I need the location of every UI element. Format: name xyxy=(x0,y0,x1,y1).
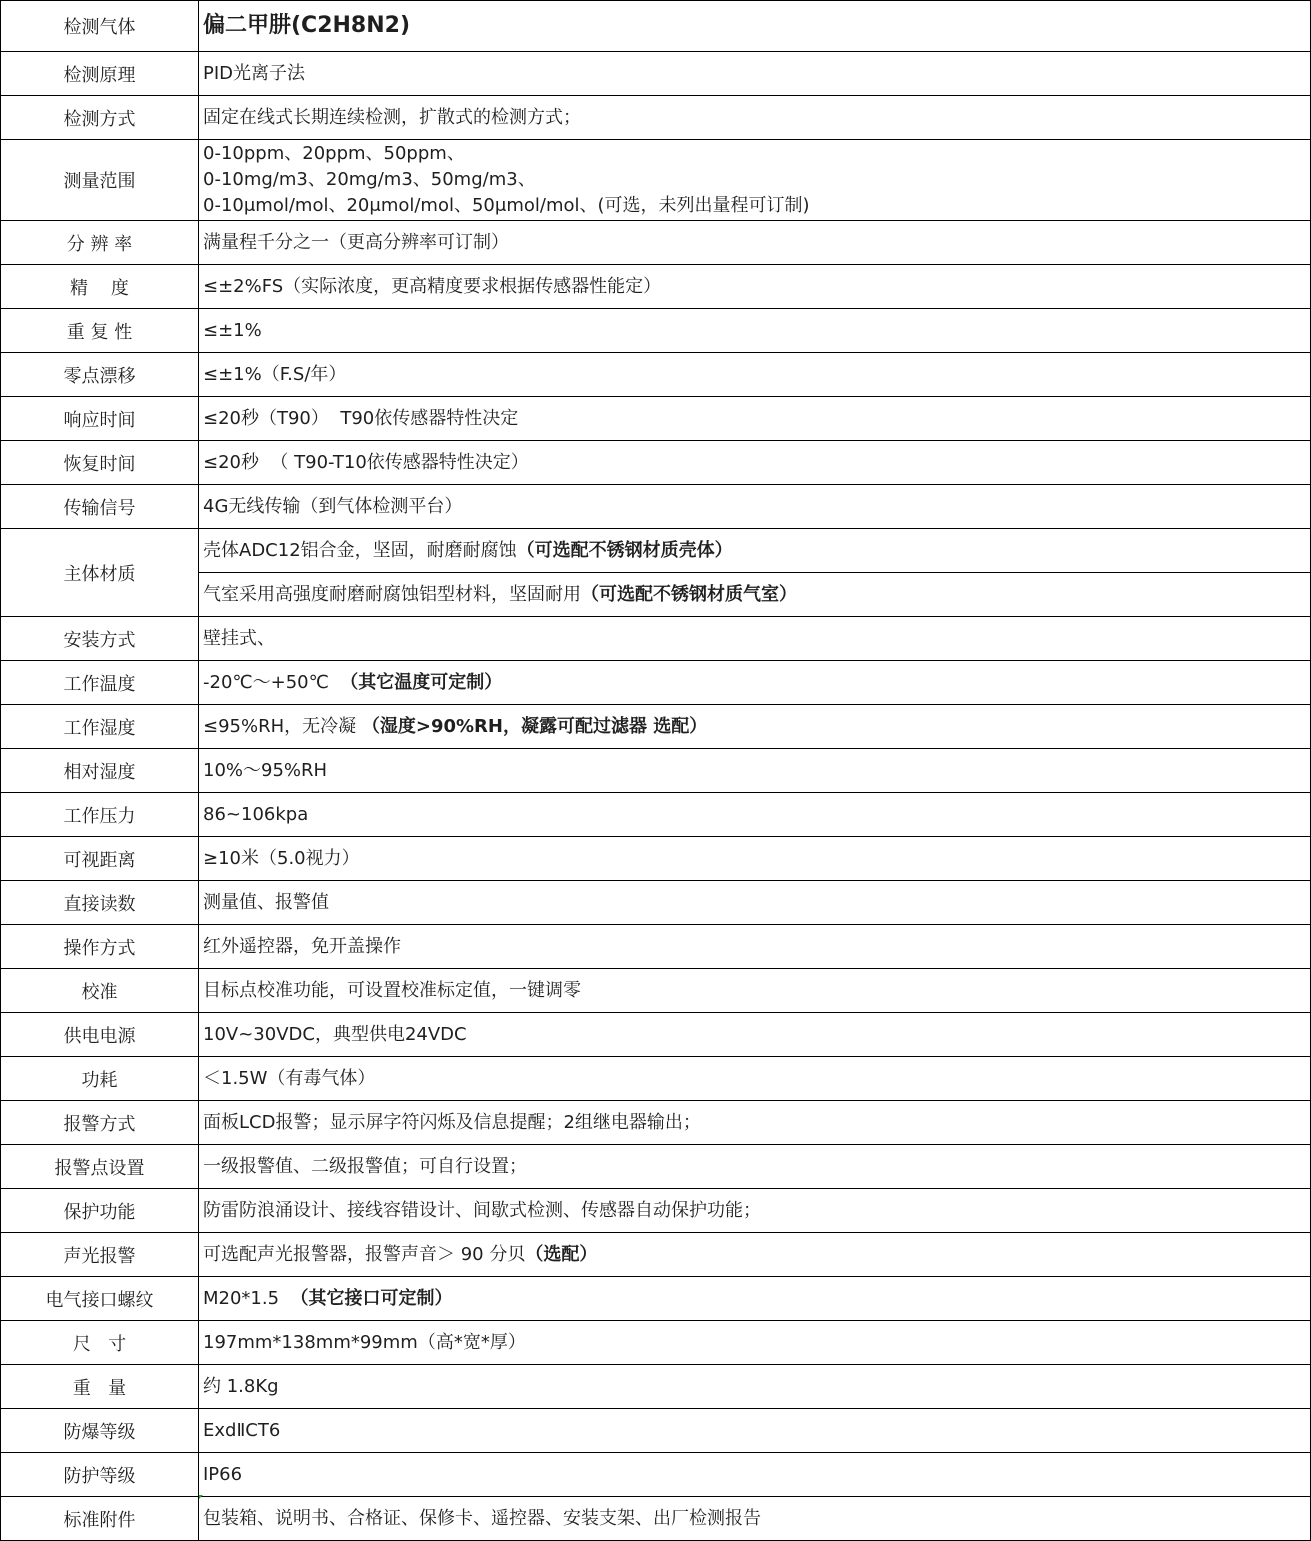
spec-value xyxy=(198,139,1311,221)
spec-value xyxy=(198,1056,1311,1101)
spec-value xyxy=(198,1276,1311,1321)
spec-row xyxy=(0,1100,1311,1144)
spec-value xyxy=(198,792,1311,837)
spec-row xyxy=(0,1144,1311,1188)
value-line xyxy=(203,141,1310,167)
value-text: 气室采用高强度耐磨耐腐蚀铝型材料，坚固耐用 xyxy=(203,583,581,605)
spec-label: 重 量 xyxy=(0,1364,199,1409)
value-line xyxy=(203,61,1310,87)
value-line xyxy=(203,105,1310,131)
spec-row xyxy=(0,396,1311,440)
value-text: ≤±1% xyxy=(203,319,262,341)
value-note: （选配） xyxy=(525,1243,598,1265)
spec-label: 测量范围 xyxy=(0,139,199,221)
gas-name-title xyxy=(198,0,1311,52)
value-text: ≤±2%FS（实际浓度，更高精度要求根据传感器性能定） xyxy=(203,275,662,297)
value-line xyxy=(203,494,1310,520)
spec-label: 操作方式 xyxy=(0,924,199,969)
spec-row xyxy=(0,748,1311,792)
value-text: ≥10米（5.0视力） xyxy=(203,847,360,869)
spec-row xyxy=(0,139,1311,220)
spec-value xyxy=(198,660,1311,705)
value-line xyxy=(203,538,1310,564)
spec-row xyxy=(0,1188,1311,1232)
value-note: （可选配不锈钢材质气室） xyxy=(581,583,797,605)
spec-label: 检测气体 xyxy=(0,0,199,52)
spec-value xyxy=(198,880,1311,925)
spec-label: 零点漂移 xyxy=(0,352,199,397)
spec-label: 相对湿度 xyxy=(0,748,199,793)
value-text: 10V~30VDC，典型供电24VDC xyxy=(203,1023,467,1045)
spec-value xyxy=(198,1100,1311,1145)
value-text: 目标点校准功能，可设置校准标定值，一键调零 xyxy=(203,979,581,1001)
spec-row xyxy=(0,1276,1311,1320)
value-note: （湿度>90%RH，凝露可配过滤器 选配） xyxy=(361,715,708,737)
value-line xyxy=(203,890,1310,916)
value-line xyxy=(203,1154,1310,1180)
value-text: IP66 xyxy=(203,1463,243,1485)
value-line xyxy=(203,13,1310,39)
value-text: 可选配声光报警器，报警声音＞ 90 分贝 xyxy=(203,1243,526,1265)
value-note: （可选配不锈钢材质壳体） xyxy=(516,539,733,561)
value-line xyxy=(203,714,1310,740)
spec-row xyxy=(0,924,1311,968)
spec-value xyxy=(198,968,1311,1013)
spec-row xyxy=(0,836,1311,880)
spec-label: 报警方式 xyxy=(0,1100,199,1145)
spec-value xyxy=(198,1452,1311,1497)
value-text: 一级报警值、二级报警值；可自行设置； xyxy=(203,1155,527,1177)
spec-value xyxy=(198,352,1311,397)
spec-row xyxy=(0,880,1311,924)
spec-row xyxy=(0,1408,1311,1452)
spec-label: 校准 xyxy=(0,968,199,1013)
spec-value xyxy=(198,396,1311,441)
spec-value xyxy=(198,1188,1311,1233)
value-text: 红外遥控器，免开盖操作 xyxy=(203,935,401,957)
spec-value xyxy=(198,1232,1311,1277)
spec-label: 传输信号 xyxy=(0,484,199,529)
value-text: 固定在线式长期连续检测，扩散式的检测方式； xyxy=(203,106,581,128)
spec-row xyxy=(0,352,1311,396)
spec-label: 分 辨 率 xyxy=(0,220,199,265)
spec-label: 精 度 xyxy=(0,264,199,309)
value-line xyxy=(203,1286,1310,1312)
value-line xyxy=(203,978,1310,1004)
spec-value xyxy=(198,220,1311,265)
spec-label: 恢复时间 xyxy=(0,440,199,485)
spec-label: 保护功能 xyxy=(0,1188,199,1233)
value-line xyxy=(203,846,1310,872)
value-text: 0-10ppm、20ppm、50ppm、 xyxy=(203,143,465,164)
value-line xyxy=(203,626,1310,652)
spec-row xyxy=(0,484,1311,528)
spec-label: 防爆等级 xyxy=(0,1408,199,1453)
value-line xyxy=(203,1110,1310,1136)
spec-label: 报警点设置 xyxy=(0,1144,199,1189)
spec-label: 可视距离 xyxy=(0,836,199,881)
value-line xyxy=(203,1506,1310,1532)
spec-row xyxy=(0,1452,1311,1496)
spec-row xyxy=(0,1496,1311,1540)
value-text: 包装箱、说明书、合格证、保修卡、遥控器、安装支架、出厂检测报告 xyxy=(203,1507,761,1529)
spec-label: 工作压力 xyxy=(0,792,199,837)
spec-row xyxy=(0,308,1311,352)
spec-row xyxy=(0,220,1311,264)
value-line xyxy=(203,1330,1310,1356)
spec-label: 检测原理 xyxy=(0,51,199,96)
value-line xyxy=(203,1242,1310,1268)
value-text: 10%～95%RH xyxy=(203,759,328,781)
spec-label: 防护等级 xyxy=(0,1452,199,1497)
spec-label: 尺 寸 xyxy=(0,1320,199,1365)
spec-row xyxy=(0,1364,1311,1408)
spec-row xyxy=(0,528,1311,616)
spec-value xyxy=(198,836,1311,881)
spec-value xyxy=(198,440,1311,485)
spec-row xyxy=(0,1232,1311,1276)
value-line xyxy=(203,230,1310,256)
spec-row xyxy=(0,704,1311,748)
value-note: （其它接口可定制） xyxy=(290,1287,453,1309)
value-text: 0-10mg/m3、20mg/m3、50mg/m3、 xyxy=(203,169,536,190)
spec-label: 响应时间 xyxy=(0,396,199,441)
spec-value xyxy=(198,1144,1311,1189)
spec-row xyxy=(0,51,1311,95)
value-text: 面板LCD报警；显示屏字符闪烁及信息提醒；2组继电器输出； xyxy=(203,1111,701,1133)
value-text: 197mm*138mm*99mm（高*宽*厚） xyxy=(203,1331,526,1353)
value-line xyxy=(203,758,1310,784)
spec-label: 重 复 性 xyxy=(0,308,199,353)
spec-label: 直接读数 xyxy=(0,880,199,925)
spec-label: 功耗 xyxy=(0,1056,199,1101)
spec-row xyxy=(0,1056,1311,1100)
spec-label: 工作湿度 xyxy=(0,704,199,749)
spec-row xyxy=(0,616,1311,660)
value-text: ＜1.5W（有毒气体） xyxy=(203,1067,376,1089)
spec-row xyxy=(0,968,1311,1012)
spec-value xyxy=(198,528,1311,573)
value-text: 壳体ADC12铝合金，坚固，耐磨耐腐蚀 xyxy=(203,539,517,561)
spec-label: 检测方式 xyxy=(0,95,199,140)
spec-value xyxy=(198,748,1311,793)
spec-label: 供电电源 xyxy=(0,1012,199,1057)
value-line xyxy=(203,1022,1310,1048)
value-text: PID光离子法 xyxy=(203,62,306,84)
spec-label: 安装方式 xyxy=(0,616,199,661)
value-text: ≤±1%（F.S/年） xyxy=(203,363,347,385)
spec-value xyxy=(198,1408,1311,1453)
spec-label: 声光报警 xyxy=(0,1232,199,1277)
spec-label: 工作温度 xyxy=(0,660,199,705)
value-text: -20℃～+50℃ xyxy=(203,671,341,693)
value-text: 满量程千分之一（更高分辨率可订制） xyxy=(203,231,509,253)
spec-row xyxy=(0,0,1311,51)
spec-row xyxy=(0,264,1311,308)
spec-value xyxy=(198,484,1311,529)
value-text: 86~106kpa xyxy=(203,803,309,825)
value-text: ≤20秒 （ T90-T10依传感器特性决定） xyxy=(203,451,529,473)
value-line xyxy=(203,582,1310,608)
spec-value xyxy=(198,704,1311,749)
spec-label: 主体材质 xyxy=(0,528,199,617)
value-line xyxy=(203,934,1310,960)
spec-value xyxy=(198,616,1311,661)
value-line xyxy=(203,193,1310,219)
spec-value xyxy=(198,924,1311,969)
spec-value xyxy=(198,1012,1311,1057)
value-text: 防雷防浪涌设计、接线容错设计、间歇式检测、传感器自动保护功能； xyxy=(203,1199,761,1221)
spec-value xyxy=(198,572,1311,617)
spec-value xyxy=(198,308,1311,353)
value-line xyxy=(203,802,1310,828)
value-line xyxy=(203,670,1310,696)
spec-label: 标准附件 xyxy=(0,1496,199,1541)
value-line xyxy=(203,318,1310,344)
spec-value xyxy=(198,95,1311,140)
value-line xyxy=(203,450,1310,476)
value-text: 4G无线传输（到气体检测平台） xyxy=(203,495,463,517)
value-line xyxy=(203,362,1310,388)
spec-row xyxy=(0,440,1311,484)
spec-row xyxy=(0,792,1311,836)
value-line xyxy=(203,1374,1310,1400)
spec-value xyxy=(198,51,1311,96)
value-text: ExdⅡCT6 xyxy=(203,1419,281,1441)
value-line xyxy=(203,406,1310,432)
value-note: （其它温度可定制） xyxy=(340,671,503,693)
value-line xyxy=(203,1066,1310,1092)
value-text: 测量值、报警值 xyxy=(203,891,329,913)
value-text: 0-10μmol/mol、20μmol/mol、50μmol/mol、(可选，未列出量程可订制) xyxy=(203,195,810,216)
value-text: 壁挂式、 xyxy=(203,627,275,649)
spec-value xyxy=(198,1320,1311,1365)
spec-row xyxy=(0,1320,1311,1364)
spec-value xyxy=(198,1364,1311,1409)
spec-value xyxy=(198,264,1311,309)
value-line xyxy=(203,1418,1310,1444)
value-line xyxy=(203,1198,1310,1224)
value-line xyxy=(203,1462,1310,1488)
spec-row xyxy=(0,95,1311,139)
cell-marker-icon xyxy=(199,1495,203,1499)
value-text: 偏二甲肼(C2H8N2) xyxy=(203,13,411,38)
spec-row xyxy=(0,1012,1311,1056)
value-text: M20*1.5 xyxy=(203,1287,291,1309)
value-line xyxy=(203,167,1310,193)
spec-row xyxy=(0,660,1311,704)
value-text: ≤20秒（T90） T90依传感器特性决定 xyxy=(203,407,519,429)
value-text: ≤95%RH，无冷凝 xyxy=(203,715,362,737)
value-line xyxy=(203,274,1310,300)
value-text: 约 1.8Kg xyxy=(203,1375,279,1397)
spec-label: 电气接口螺纹 xyxy=(0,1276,199,1321)
spec-value xyxy=(198,1496,1311,1541)
